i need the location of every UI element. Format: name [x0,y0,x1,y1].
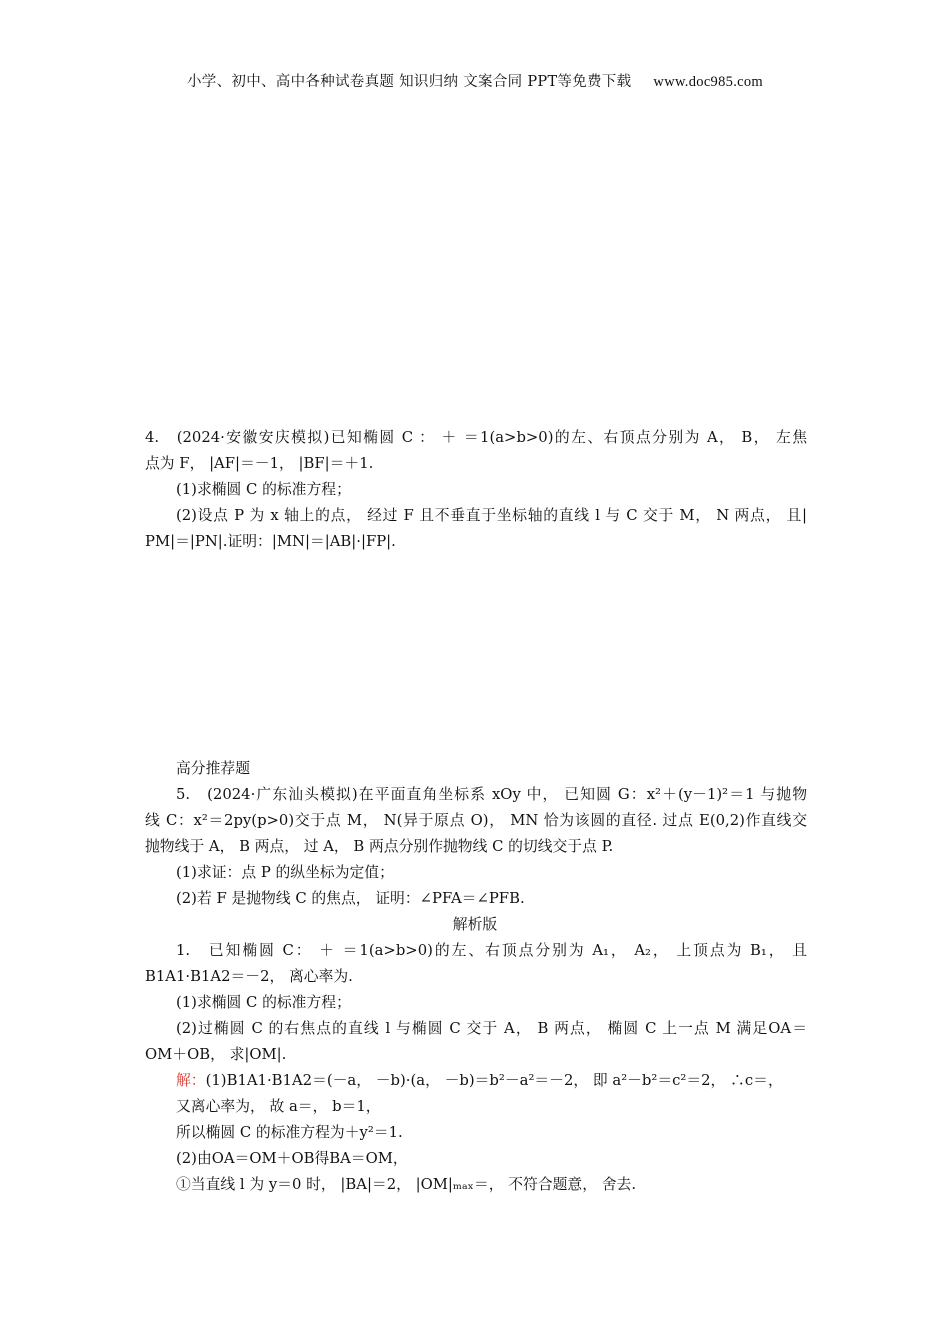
page-header [0,70,950,91]
q5-line1: 5. (2024·广东汕头模拟)在平面直角坐标系 xOy 中， 已知圆 G：x²＋(y－1)²＝1 与抛物 [176,786,807,803]
solution-line4: (2)由OA＝OM＋OB得BA＝OM， [176,1150,408,1167]
q1-line2: B1A1·B1A2＝－2， 离心率为. [145,968,353,985]
solution-line2: 又离心率为， 故 a＝， b＝1， [176,1098,381,1115]
q1-line5: OM＋OB， 求|OM|. [145,1046,287,1063]
header-site: www.doc985.com [653,74,763,90]
q4-line2: 点为 F， |AF|＝－1， |BF|＝＋1. [145,455,374,472]
header-text: 小学、初中、高中各种试卷真题 知识归纳 文案合同 PPT等免费下载 [187,74,632,90]
solution-line5: ①当直线 l 为 y＝0 时， |BA|＝2， |OM|ₘₐₓ＝， 不符合题意， 舍去. [176,1176,637,1193]
q1-line1: 1. 已知椭圆 C： ＋ ＝1(a>b>0)的左、右顶点分别为 A₁， A₂， 上顶点为 B₁， 且 [176,942,807,959]
q5-line2: 线 C：x²＝2py(p>0)交于点 M， N(异于原点 O)， MN 恰为该圆的直径. 过点 E(0,2)作直线交 [145,812,807,829]
analysis-title: 解析版 [452,916,498,933]
q1-line4: (2)过椭圆 C 的右焦点的直线 l 与椭圆 C 交于 A， B 两点， 椭圆 C 上一点 M 满足OA＝ [176,1020,807,1037]
q4-line1: 4. (2024·安徽安庆模拟)已知椭圆 C ： ＋ ＝1(a>b>0)的左、右顶点分别为 A， B， 左焦 [145,429,807,446]
q4-line5: PM|＝|PN|.证明：|MN|＝|AB|·|FP|. [145,533,396,550]
q4-line4: (2)设点 P 为 x 轴上的点， 经过 F 且不垂直于坐标轴的直线 l 与 C 交于 M， N 两点， 且| [176,507,807,524]
q5-line3: 抛物线于 A， B 两点， 过 A， B 两点分别作抛物线 C 的切线交于点 P. [145,838,614,855]
solution-line1 [176,1068,807,1094]
solution-label: 解： [176,1072,206,1089]
section-title: 高分推荐题 [176,760,250,777]
solution-text1: (1)B1A1·B1A2＝(－a， －b)·(a， －b)＝b²－a²＝－2， 即 a²－b²＝c²＝2， ∴c＝， [205,1072,783,1089]
q1-line3: (1)求椭圆 C 的标准方程； [176,994,351,1011]
q5-line5: (2)若 F 是抛物线 C 的焦点， 证明：∠PFA＝∠PFB. [176,890,525,907]
q5-line4: (1)求证：点 P 的纵坐标为定值； [176,864,394,881]
solution-line3: 所以椭圆 C 的标准方程为＋y²＝1. [176,1124,403,1141]
q4-line3: (1)求椭圆 C 的标准方程； [176,481,351,498]
